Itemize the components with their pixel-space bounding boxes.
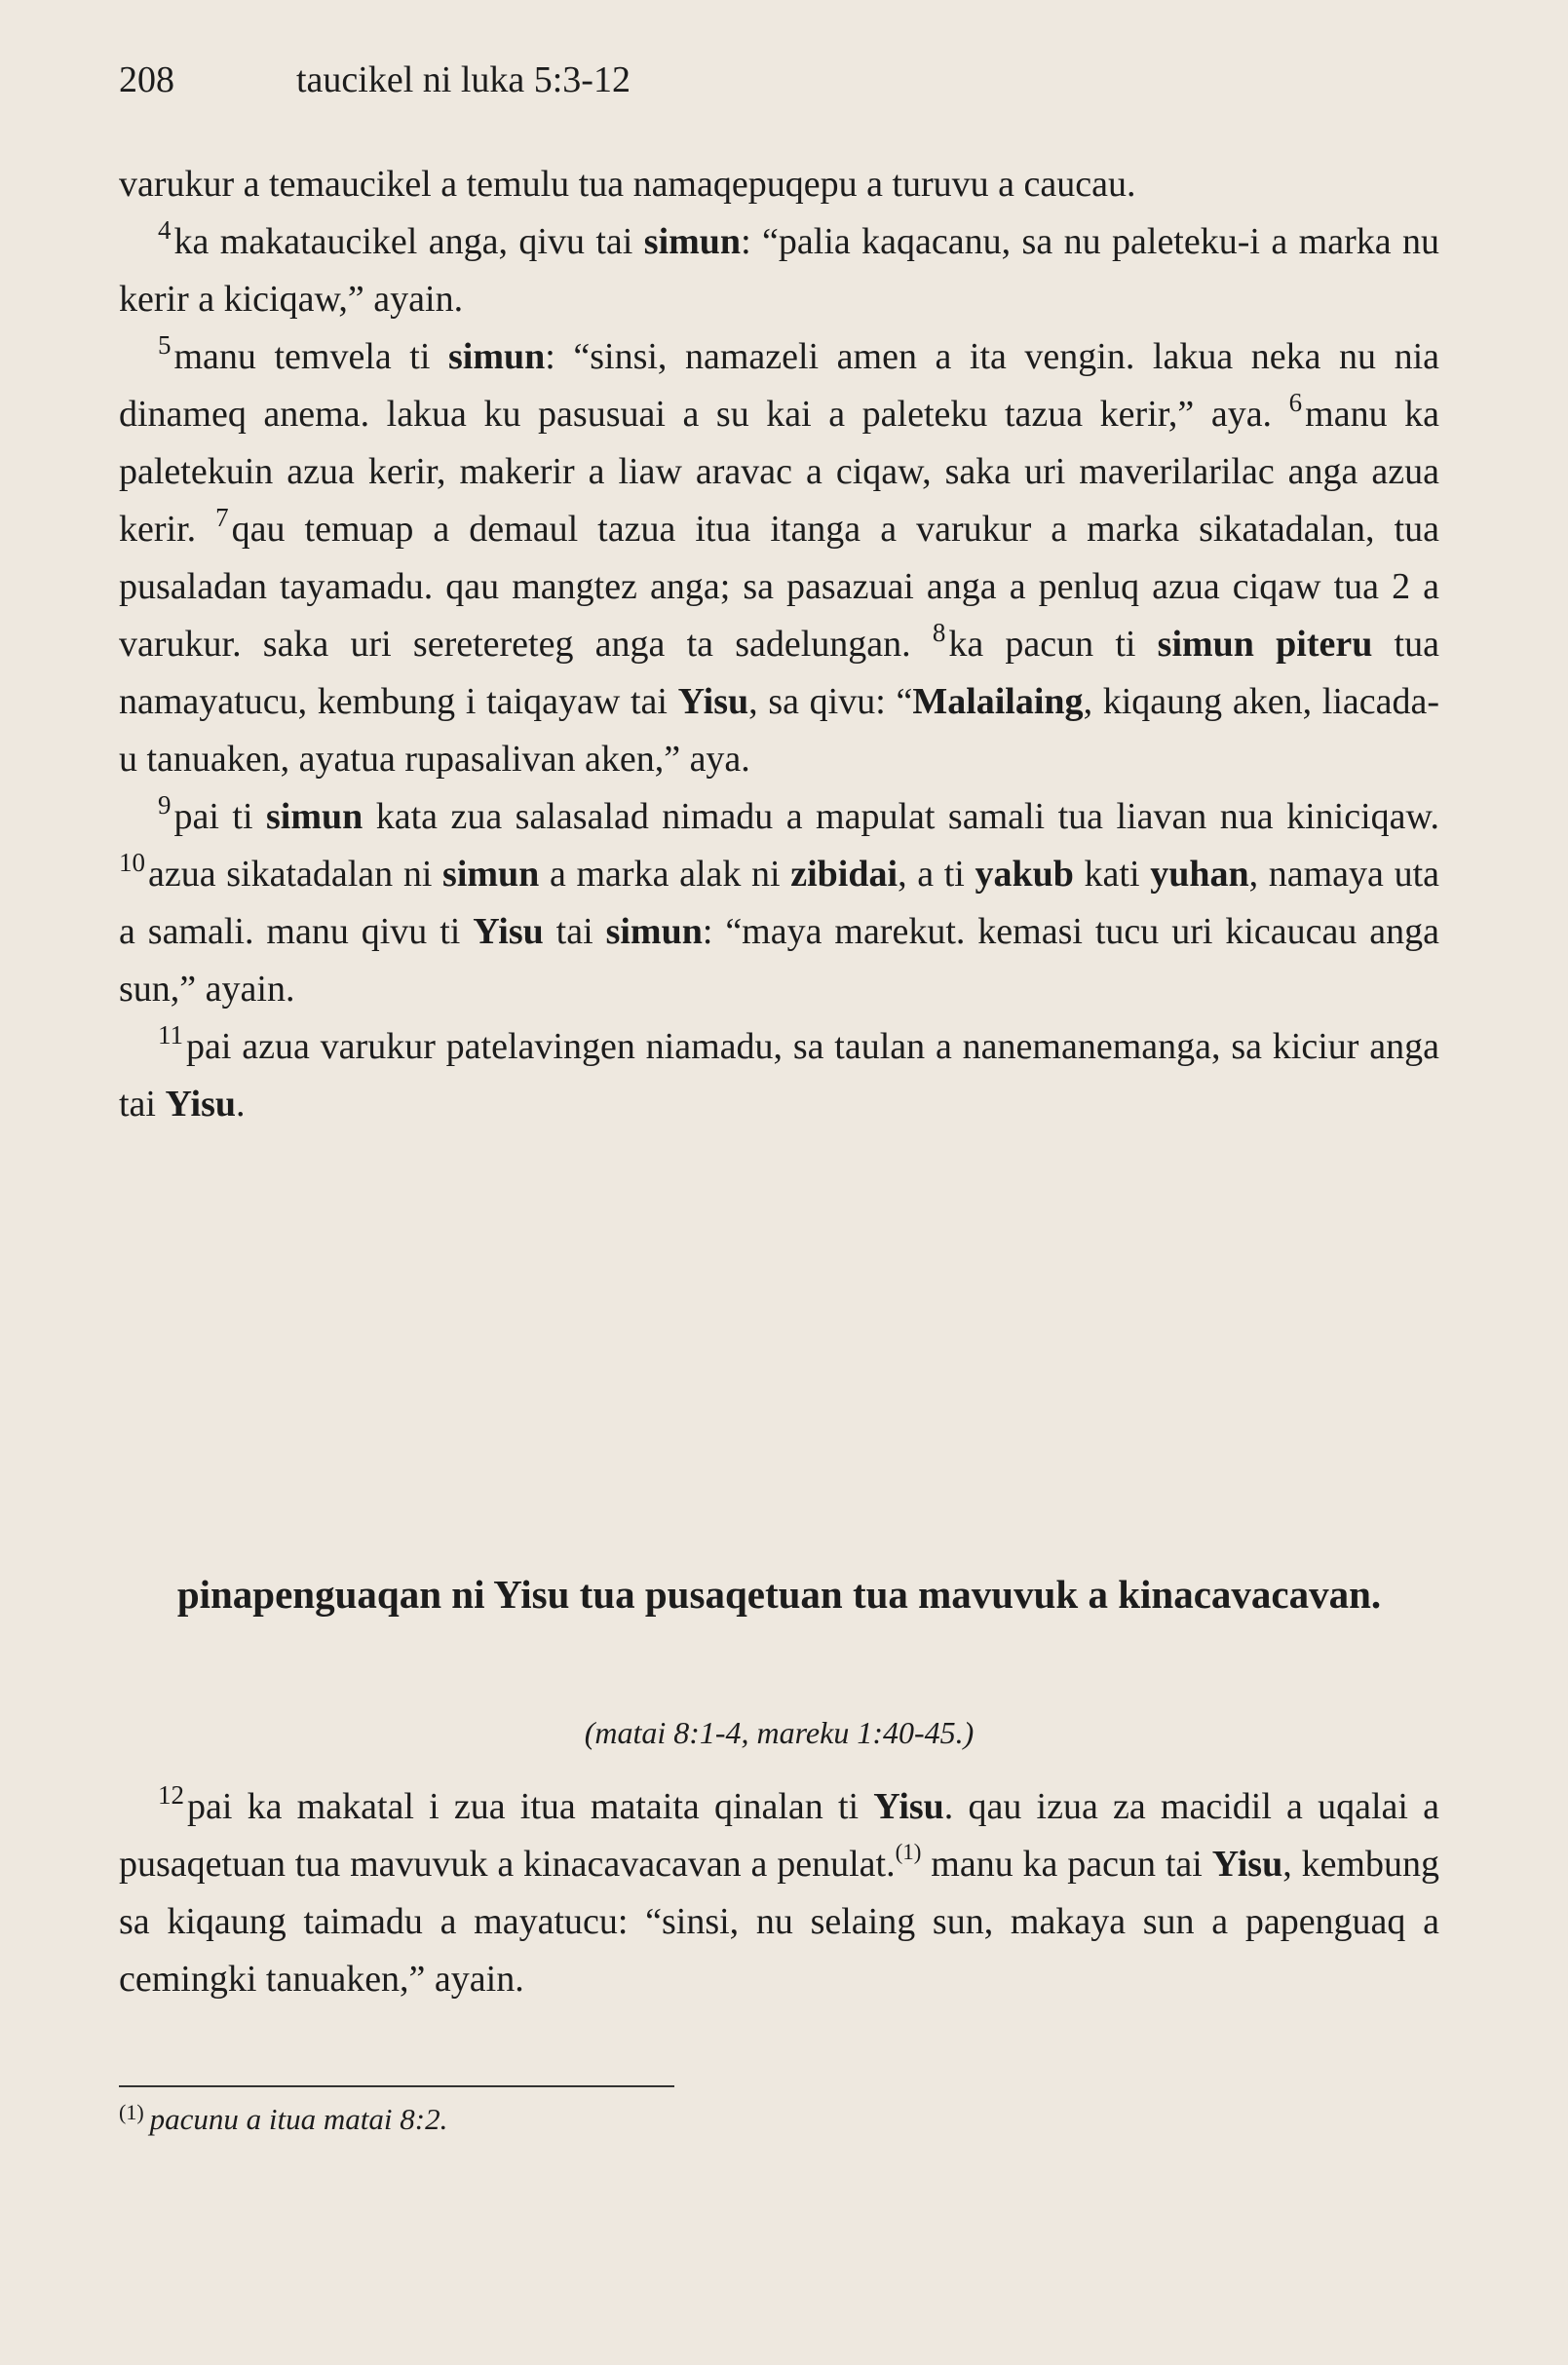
verse-number: 4 [158,215,172,246]
verse-number: 7 [215,503,229,533]
footnote-rule [119,2085,674,2087]
verse-number: 10 [119,848,145,878]
text-run: : “sinsi, namazeli amen a ita vengin. lakua neka nu nia dinameq anema. lakua ku pasusuai a su kai a paleteku tazua kerir,” aya. [119,336,1440,435]
text-run: azua sikatadalan ni [148,854,443,895]
bold-name: simun [265,796,363,837]
footnote-marker: (1) [119,2100,144,2124]
text-run: : “palia kaqacanu, sa nu paleteku-i a marka nu kerir a kiciqaw,” ayain. [119,221,1439,320]
verse-number: 12 [158,1780,184,1811]
text-run: ka pacun ti [948,624,1158,665]
body-paragraph [119,1018,1439,1133]
body-paragraph [119,328,1439,788]
text-run: , kembung sa kiqaung taimadu a mayatucu: “sinsi, nu selaing sun, makaya sun a papenguaq a cemingki tanuaken,” ayain. [119,1844,1439,2000]
verse-number: 8 [932,618,946,648]
text-run: , namaya uta a samali. manu qivu ti [119,854,1439,952]
bold-name: simun [442,854,540,895]
footnote-ref: (1) [895,1839,922,1864]
section-reference: (matai 8:1-4, mareku 1:40-45.) [584,1715,975,1750]
text-run: pai ka makatal i zua itua mataita qinalan ti [187,1786,874,1827]
bold-name: Yisu [165,1084,236,1125]
bold-name: simun piteru [1157,624,1373,665]
verse-number: 11 [158,1020,183,1050]
body-text-section [119,1778,1439,2008]
text-run: pai azua varukur patelavingen niamadu, sa taulan a nanemanemanga, sa kiciur anga tai [119,1026,1439,1125]
bold-name: Yisu [677,681,749,722]
running-title: taucikel ni luka 5:3-12 [296,59,631,100]
text-run: , sa qivu: “ [748,681,913,722]
text-run: , a ti [898,854,975,895]
bold-name: simun [643,221,742,262]
text-run: manu ka paletekuin azua kerir, makerir a liaw aravac a ciqaw, saka uri maverilarilac anga azua kerir. [119,394,1439,550]
body-paragraph [119,788,1439,1018]
bold-name: Malailaing [912,681,1084,722]
bold-name: yuhan [1150,854,1249,895]
verse-number: 5 [158,330,172,361]
text-run: a marka alak ni [539,854,791,895]
body-paragraph [119,213,1439,328]
footnote [119,2100,447,2137]
body-text [119,156,1439,1133]
bold-name: zibidai [790,854,899,895]
text-run: tua namayatucu, kembung i taiqayaw tai [119,624,1439,722]
bold-name: yakub [975,854,1074,895]
section-title: pinapenguaqan ni Yisu tua pusaqetuan tua mavuvuk a kinacavacavan. [176,1572,1382,1617]
body-paragraph [119,156,1439,213]
text-run: qau temuap a demaul tazua itua itanga a varukur a marka sikatadalan, tua pusaladan tayamadu. qau mangtez anga; sa pasazuai anga a penluq azua ciqaw tua 2 a varukur. saka uri seretereteg anga ta sadelungan. [119,509,1439,665]
text-run: manu ka pacun tai [921,1844,1212,1885]
text-run: ka makataucikel anga, qivu tai [173,221,644,262]
verse-number: 6 [1288,388,1303,418]
text-run: manu temvela ti [173,336,448,377]
text-run: kata zua salasalad nimadu a mapulat samali tua liavan nua kiniciqaw. [363,796,1439,837]
text-run: . [236,1084,246,1125]
text-run: varukur a temaucikel a temulu tua namaqepuqepu a turuvu a caucau. [119,164,1136,205]
text-run: : “maya marekut. kemasi tucu uri kicaucau anga sun,” ayain. [119,911,1439,1010]
bold-name: Yisu [1211,1844,1283,1885]
section-paragraph [119,1778,1439,2008]
bold-name: Yisu [473,911,544,952]
bold-name: simun [605,911,703,952]
text-run: , kiqaung aken, liacada-u tanuaken, ayatua rupasalivan aken,” aya. [119,681,1440,780]
text-run: . qau izua za macidil a uqalai a pusaqetuan tua mavuvuk a kinacavacavan a penulat. [119,1786,1440,1885]
text-run: pai ti [173,796,266,837]
bold-name: simun [447,336,546,377]
text-run: tai [543,911,606,952]
text-run: kati [1073,854,1151,895]
footnote-text: pacunu a itua matai 8:2. [149,2101,448,2136]
page-number: 208 [119,59,174,100]
verse-number: 9 [158,790,172,820]
bold-name: Yisu [873,1786,944,1827]
